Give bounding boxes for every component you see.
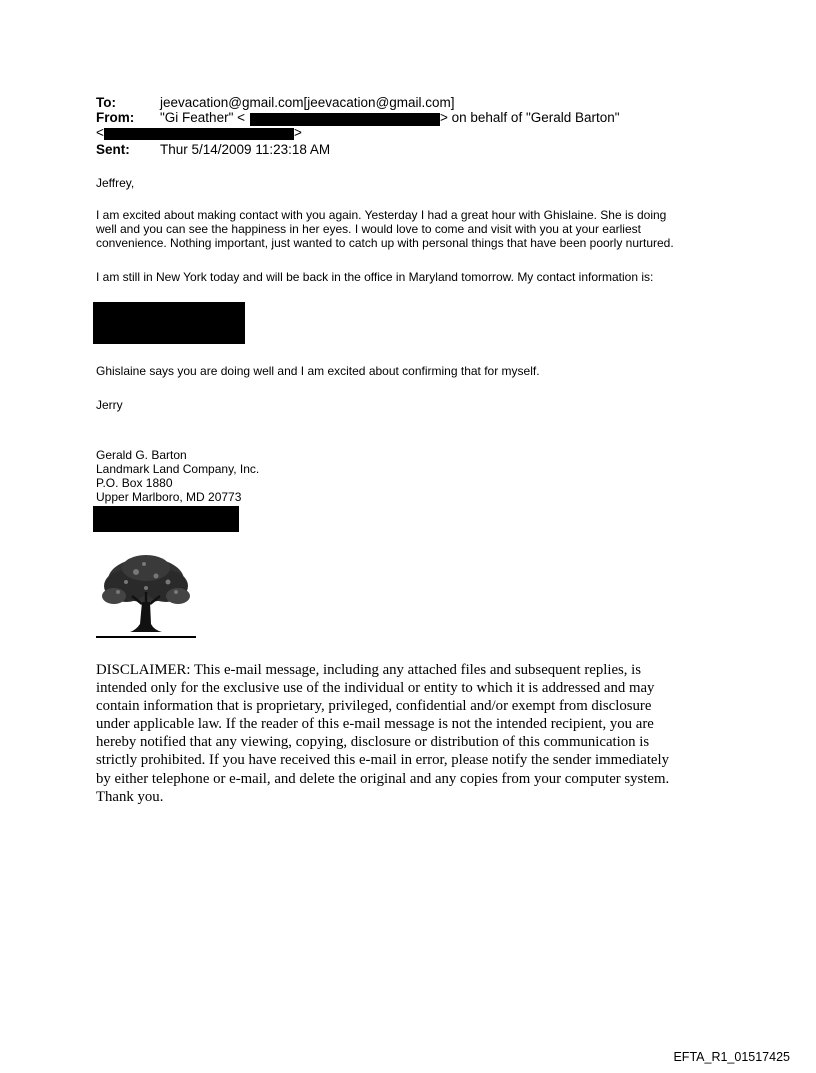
redaction-block bbox=[250, 113, 440, 126]
paragraph-3: Ghislaine says you are doing well and I am excited about confirming that for myself. bbox=[96, 364, 540, 378]
redaction-block bbox=[93, 506, 239, 532]
disclaimer-line: Thank you. bbox=[96, 788, 164, 805]
to-label: To: bbox=[96, 95, 116, 110]
disclaimer-line: hereby notified that any viewing, copying, disclosure or distribution of this communication is bbox=[96, 734, 650, 751]
to-value: jeevacation@gmail.com[jeevacation@gmail.com] bbox=[160, 95, 455, 110]
tree-logo-icon bbox=[96, 552, 196, 642]
disclaimer-line: DISCLAIMER: This e-mail message, including any attached files and subsequent replies, is bbox=[96, 662, 642, 678]
disclaimer-line: by either telephone or e-mail, and delete the original and any copies from your computer system. bbox=[96, 770, 670, 787]
greeting: Jeffrey, bbox=[96, 176, 135, 190]
signature-block bbox=[96, 448, 259, 504]
signature-po-box: P.O. Box 1880 bbox=[96, 476, 173, 490]
paragraph-1-line: I am excited about making contact with you again. Yesterday I had a great hour with Ghislaine. She is doing bbox=[96, 208, 667, 222]
from-label: From: bbox=[96, 110, 135, 125]
signature-name: Gerald G. Barton bbox=[96, 448, 187, 462]
signoff: Jerry bbox=[96, 398, 123, 412]
sent-value: Thur 5/14/2009 11:23:18 AM bbox=[160, 142, 331, 157]
sent-label: Sent: bbox=[96, 142, 130, 157]
disclaimer-line: under applicable law. If the reader of this e-mail message is not the intended recipient, you are bbox=[96, 716, 654, 733]
from-value-start: "Gi Feather" < bbox=[160, 110, 245, 125]
paragraph-1-line: well and you can see the happiness in her eyes. I would love to come and visit with you at your earliest bbox=[96, 222, 641, 236]
disclaimer bbox=[96, 661, 736, 806]
from-line2-end: > bbox=[294, 125, 302, 140]
document-id: EFTA_R1_01517425 bbox=[673, 1050, 790, 1064]
paragraph-2: I am still in New York today and will be back in the office in Maryland tomorrow. My contact information is: bbox=[96, 270, 654, 284]
signature-city: Upper Marlboro, MD 20773 bbox=[96, 490, 242, 504]
redaction-block bbox=[104, 128, 294, 140]
from-line2-start: < bbox=[96, 125, 104, 140]
paragraph-1 bbox=[96, 208, 736, 250]
signature-company: Landmark Land Company, Inc. bbox=[96, 462, 260, 476]
paragraph-1-line: convenience. Nothing important, just wanted to catch up with personal things that have been poorly nurtured. bbox=[96, 236, 674, 250]
disclaimer-line: contain information that is proprietary, privileged, confidential and/or exempt from disclosure bbox=[96, 698, 652, 715]
disclaimer-line: intended only for the exclusive use of the individual or entity to which it is addressed and may bbox=[96, 680, 655, 697]
from-value-end: > on behalf of "Gerald Barton" bbox=[440, 110, 620, 125]
redaction-block bbox=[93, 302, 245, 344]
disclaimer-line: strictly prohibited. If you have received this e-mail in error, please notify the sender immediately bbox=[96, 752, 670, 769]
